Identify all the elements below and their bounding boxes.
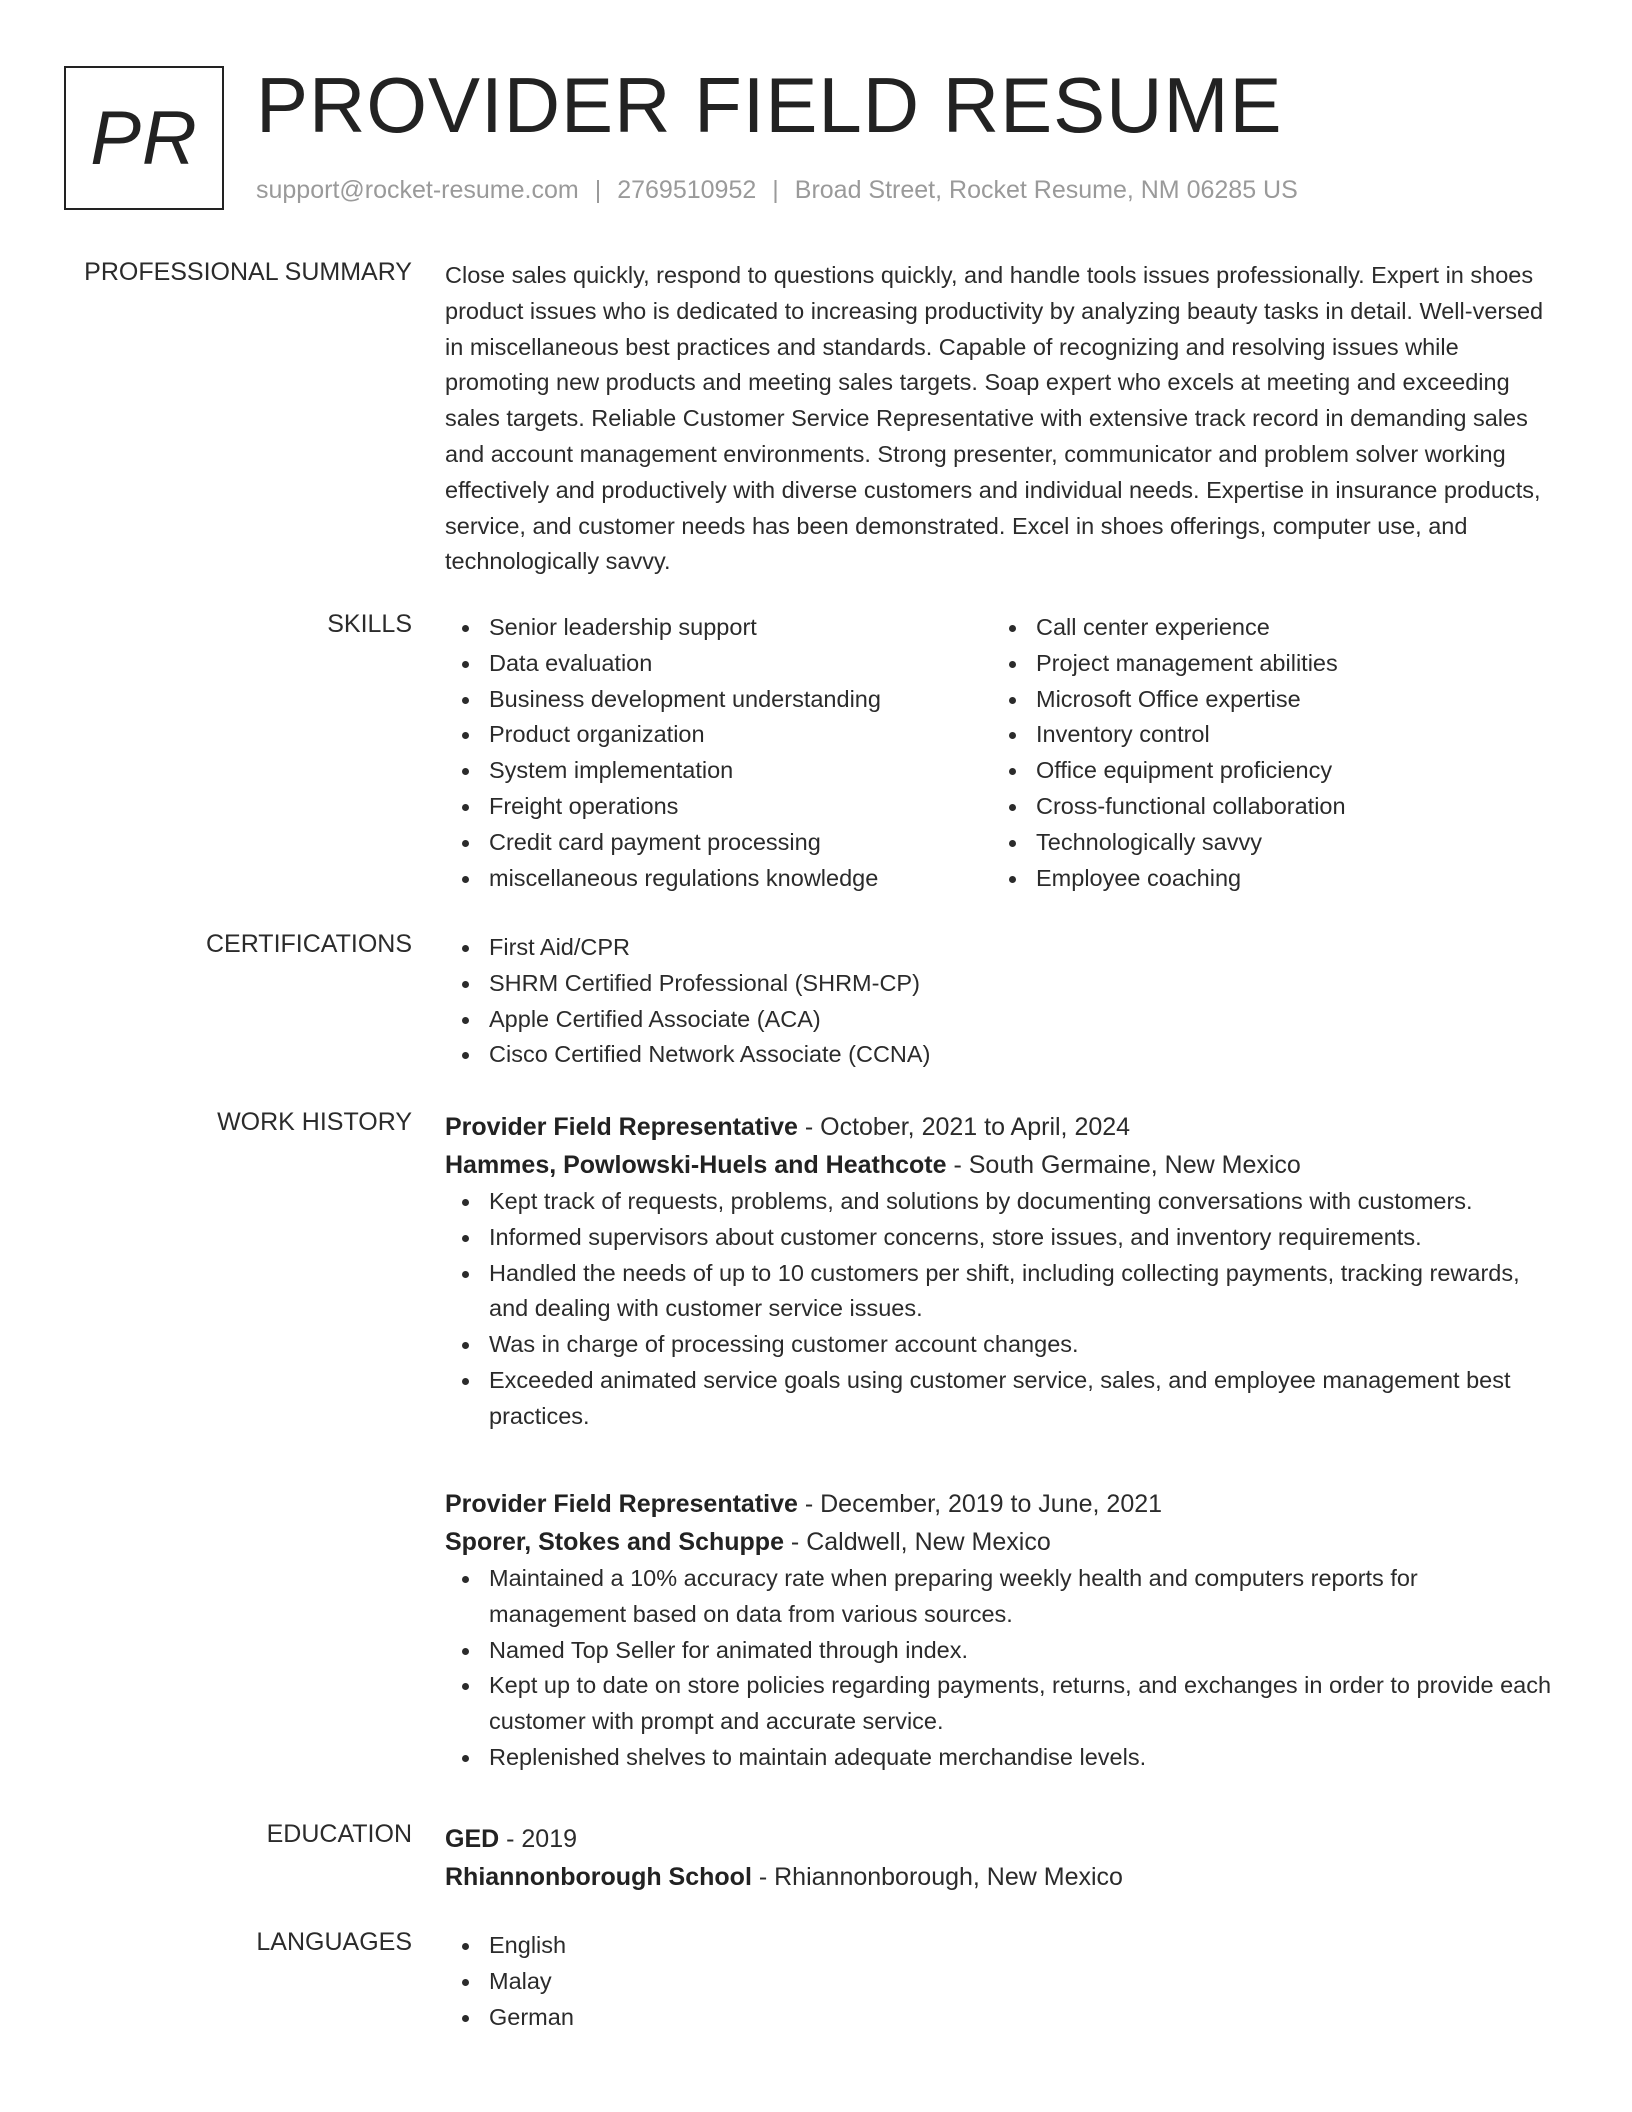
job-bullets <box>445 1561 1555 1776</box>
resume-name: PROVIDER FIELD RESUME <box>256 61 1283 149</box>
job-company-line <box>445 1146 1555 1184</box>
contact-address: Broad Street, Rocket Resume, NM 06285 US <box>794 176 1298 204</box>
job-company: Sporer, Stokes and Schuppe <box>445 1528 784 1556</box>
languages-list <box>445 1928 1555 2035</box>
list-item: Was in charge of processing customer account changes. <box>445 1327 1555 1363</box>
section-label: PROFESSIONAL SUMMARY <box>84 258 412 286</box>
list-item: Cisco Certified Network Associate (CCNA) <box>445 1037 1555 1073</box>
list-item: Credit card payment processing <box>445 825 992 861</box>
list-item: First Aid/CPR <box>445 930 1555 966</box>
contact-separator: | <box>772 176 779 204</box>
education-degree-line <box>445 1820 1555 1858</box>
education-year: - 2019 <box>499 1825 578 1853</box>
list-item: System implementation <box>445 753 992 789</box>
education-school-line <box>445 1858 1555 1896</box>
job-title-line <box>445 1108 1555 1146</box>
list-item: Inventory control <box>992 717 1539 753</box>
list-item: Data evaluation <box>445 646 992 682</box>
list-item: SHRM Certified Professional (SHRM-CP) <box>445 966 1555 1002</box>
list-item: Freight operations <box>445 789 992 825</box>
list-item: Product organization <box>445 717 992 753</box>
list-item: Malay <box>445 1964 1555 2000</box>
certifications-list <box>445 930 1555 1073</box>
job-company-line <box>445 1523 1555 1561</box>
job-dates: - October, 2021 to April, 2024 <box>797 1113 1131 1141</box>
education-school: Rhiannonborough School <box>445 1863 752 1891</box>
contact-line <box>256 176 1298 205</box>
list-item: Maintained a 10% accuracy rate when preparing weekly health and computers reports for management based on data from various sources. <box>445 1561 1555 1633</box>
skills-list-right <box>992 610 1539 896</box>
contact-email: support@rocket-resume.com <box>256 176 579 204</box>
list-item: Senior leadership support <box>445 610 992 646</box>
section-label: LANGUAGES <box>256 1928 412 1956</box>
skills-list-left <box>445 610 992 896</box>
list-item: Replenished shelves to maintain adequate merchandise levels. <box>445 1740 1555 1776</box>
job-company: Hammes, Powlowski-Huels and Heathcote <box>445 1151 947 1179</box>
list-item: Named Top Seller for animated through index. <box>445 1633 1555 1669</box>
summary-text: Close sales quickly, respond to questions quickly, and handle tools issues professionally. Expert in shoes product issues who is dedicated to increasing productivity by analyzing beauty tasks in detail. Well-versed in miscellaneous best practices and standards. Capable of recognizing and resolving issues while promoting new products and meeting sales targets. Soap expert who excels at meeting and exceeding sales targets. Reliable Customer Service Representative with extensive track record in demanding sales and account management environments. Strong presenter, communicator and problem solver working effectively and productively with diverse customers and individual needs. Expertise in insurance products, service, and customer needs has been demonstrated. Excel in shoes offerings, computer use, and technologically savvy. <box>445 262 1544 575</box>
list-item: Technologically savvy <box>992 825 1539 861</box>
monogram-logo: PR <box>64 66 224 210</box>
section-label: WORK HISTORY <box>217 1108 412 1136</box>
job-title-line <box>445 1485 1555 1523</box>
list-item: Kept up to date on store policies regarding payments, returns, and exchanges in order to provide each customer with prompt and accurate service. <box>445 1668 1555 1740</box>
contact-phone: 2769510952 <box>617 176 757 204</box>
section-label: SKILLS <box>327 610 412 638</box>
list-item: Handled the needs of up to 10 customers per shift, including collecting payments, tracking rewards, and dealing with customer service issues. <box>445 1256 1555 1328</box>
job-dates: - December, 2019 to June, 2021 <box>797 1490 1163 1518</box>
job-title: Provider Field Representative <box>445 1490 798 1518</box>
section-label: EDUCATION <box>266 1820 412 1848</box>
job-entry <box>445 1108 1555 1435</box>
job-location: - Caldwell, New Mexico <box>783 1528 1051 1556</box>
list-item: Call center experience <box>992 610 1539 646</box>
education-degree: GED <box>445 1825 500 1853</box>
list-item: Exceeded animated service goals using customer service, sales, and employee management best practices. <box>445 1363 1555 1435</box>
list-item: Kept track of requests, problems, and solutions by documenting conversations with customers. <box>445 1184 1555 1220</box>
list-item: German <box>445 2000 1555 2036</box>
job-entry <box>445 1485 1555 1776</box>
list-item: Apple Certified Associate (ACA) <box>445 1002 1555 1038</box>
job-bullets <box>445 1184 1555 1435</box>
education-location: - Rhiannonborough, New Mexico <box>751 1863 1123 1891</box>
list-item: Employee coaching <box>992 861 1539 897</box>
list-item: Business development understanding <box>445 682 992 718</box>
list-item: Microsoft Office expertise <box>992 682 1539 718</box>
list-item: English <box>445 1928 1555 1964</box>
list-item: Informed supervisors about customer concerns, store issues, and inventory requirements. <box>445 1220 1555 1256</box>
list-item: Cross-functional collaboration <box>992 789 1539 825</box>
list-item: Project management abilities <box>992 646 1539 682</box>
list-item: Office equipment proficiency <box>992 753 1539 789</box>
list-item: miscellaneous regulations knowledge <box>445 861 992 897</box>
section-label: CERTIFICATIONS <box>205 930 412 958</box>
job-location: - South Germaine, New Mexico <box>946 1151 1301 1179</box>
job-title: Provider Field Representative <box>445 1113 798 1141</box>
contact-separator: | <box>594 176 602 204</box>
